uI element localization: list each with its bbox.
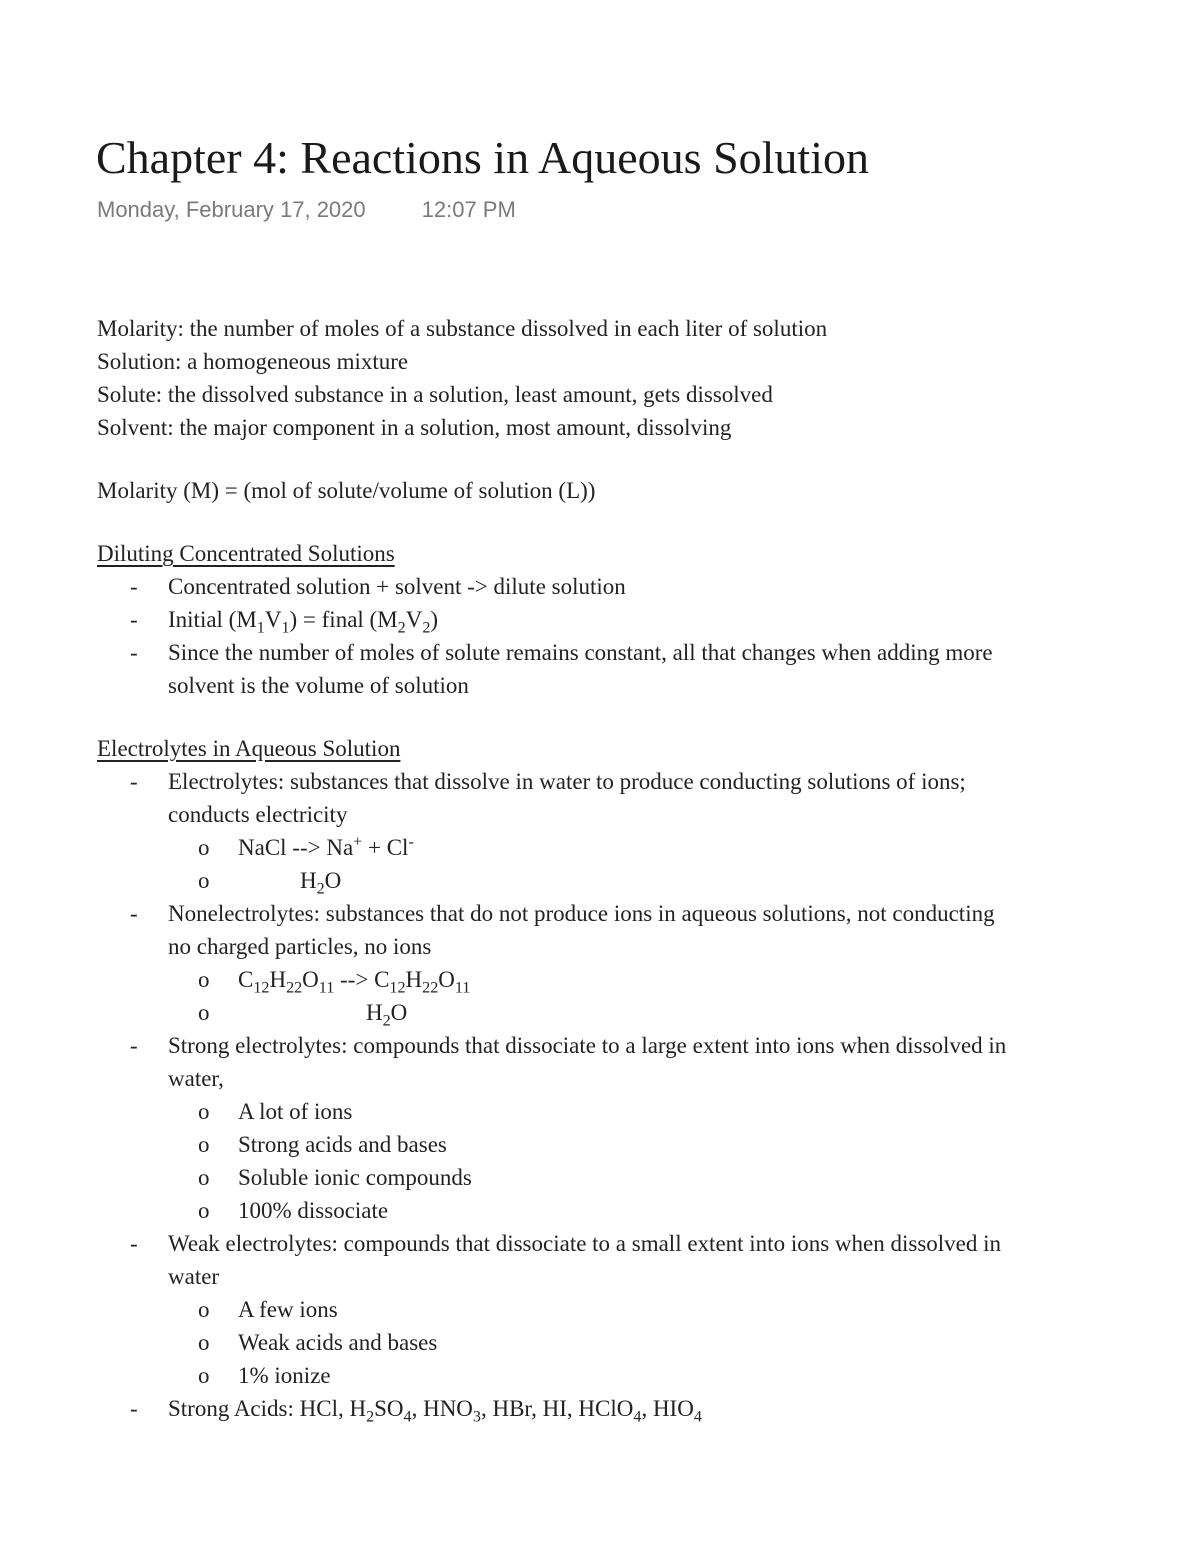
list-item: [97, 636, 1200, 669]
sub-list-item-text: Strong acids and bases: [238, 1132, 447, 1157]
list-item-text: Weak electrolytes: compounds that dissociate to a small extent into ions when dissolved in: [168, 1231, 1002, 1256]
list-item-text: Strong electrolytes: compounds that dissociate to a large extent into ions when dissolved in: [168, 1033, 1007, 1058]
equation-sucrose: $C_{12}H_{22}O_{11}$ --> $C_{12}H_{22}O_{11}$: [238, 967, 471, 997]
definition-solution: Solution: a homogeneous mixture: [97, 349, 409, 374]
list-item-continuation: water: [168, 1264, 220, 1289]
sub-list-item: [97, 1293, 1200, 1326]
dilution-equation: Initial $(M_1V_1)$ = final $(M_2V_2)$: [168, 607, 439, 637]
bullet-dash: -: [130, 640, 138, 665]
page-title: Chapter 4: Reactions in Aqueous Solution: [96, 132, 869, 183]
sub-list-item: [97, 1359, 1200, 1392]
sub-list-item: [97, 831, 1200, 864]
bullet-circle: o: [198, 1330, 210, 1355]
sub-list-item-text: Soluble ionic compounds: [238, 1165, 472, 1190]
bullet-dash: -: [130, 901, 138, 926]
section-heading-electrolytes: Electrolytes in Aqueous Solution: [97, 736, 401, 761]
list-item: [97, 765, 1200, 798]
sub-list-item-text: 1% ionize: [238, 1363, 331, 1388]
page-time: 12:07 PM: [421, 197, 516, 222]
sub-list-item: [97, 1095, 1200, 1128]
bullet-circle: o: [198, 835, 210, 860]
sub-list-item: [97, 1194, 1200, 1227]
list-item-continuation: water,: [168, 1066, 224, 1091]
bullet-dash: -: [130, 769, 138, 794]
sub-list-item: [97, 1128, 1200, 1161]
bullet-dash: -: [130, 607, 138, 632]
bullet-circle: o: [198, 1000, 210, 1025]
definition-molarity: Molarity: the number of moles of a substance dissolved in each liter of solution: [97, 316, 828, 341]
bullet-circle: o: [198, 1363, 210, 1388]
list-item-text: Electrolytes: substances that dissolve in water to produce conducting solutions of ions;: [168, 769, 966, 794]
bullet-dash: -: [130, 574, 138, 599]
list-item: [97, 897, 1200, 930]
equation-solvent-label: $H_2O$: [366, 1000, 408, 1030]
bullet-dash: -: [130, 1033, 138, 1058]
bullet-circle: o: [198, 1297, 210, 1322]
equation-nacl: NaCl --> Na+ + Cl-: [238, 833, 414, 860]
list-item: [97, 1029, 1200, 1062]
list-item: [97, 603, 1200, 636]
list-item-continuation: conducts electricity: [168, 802, 348, 827]
sub-list-item-text: A lot of ions: [238, 1099, 353, 1124]
list-item: [97, 1392, 1200, 1425]
sub-list-item: [97, 1161, 1200, 1194]
definition-solvent: Solvent: the major component in a solution, most amount, dissolving: [97, 415, 732, 440]
sub-list-item-text: 100% dissociate: [238, 1198, 389, 1223]
list-item: [97, 570, 1200, 603]
strong-acids-list: Strong Acids: HCl, $H_2SO_4$, $HNO_3$, HBr, HI, HClO$_4$, $HIO_4$: [168, 1396, 702, 1426]
list-item-text: Concentrated solution + solvent -> dilute solution: [168, 574, 626, 599]
bullet-circle: o: [198, 967, 210, 992]
definition-solute: Solute: the dissolved substance in a solution, least amount, gets dissolved: [97, 382, 773, 407]
list-item: [97, 1227, 1200, 1260]
bullet-dash: -: [130, 1396, 138, 1421]
sub-list-item: [97, 1326, 1200, 1359]
note-body: [97, 312, 1200, 1425]
spacer: [97, 702, 1200, 732]
sub-list-item: [97, 963, 1200, 996]
sub-list-item: [97, 864, 1200, 897]
sub-list-item-text: A few ions: [238, 1297, 338, 1322]
list-item-text: Since the number of moles of solute remains constant, all that changes when adding more: [168, 640, 993, 665]
bullet-circle: o: [198, 1165, 210, 1190]
spacer: [97, 444, 1200, 474]
list-item-continuation: no charged particles, no ions: [168, 934, 432, 959]
bullet-dash: -: [130, 1231, 138, 1256]
page-date: Monday, February 17, 2020: [97, 197, 366, 222]
bullet-circle: o: [198, 868, 210, 893]
bullet-circle: o: [198, 1198, 210, 1223]
list-item-continuation: solvent is the volume of solution: [168, 673, 469, 698]
equation-solvent-label: $H_2O$: [300, 868, 342, 898]
sub-list-item-text: Weak acids and bases: [238, 1330, 438, 1355]
bullet-circle: o: [198, 1132, 210, 1157]
bullet-circle: o: [198, 1099, 210, 1124]
section-heading-diluting: Diluting Concentrated Solutions: [97, 541, 395, 566]
list-item-text: Nonelectrolytes: substances that do not produce ions in aqueous solutions, not conducting: [168, 901, 995, 926]
spacer: [97, 507, 1200, 537]
sub-list-item: [97, 996, 1200, 1029]
molarity-formula: Molarity (M) = (mol of solute/volume of solution (L)): [97, 478, 596, 503]
page-meta: [97, 196, 516, 224]
